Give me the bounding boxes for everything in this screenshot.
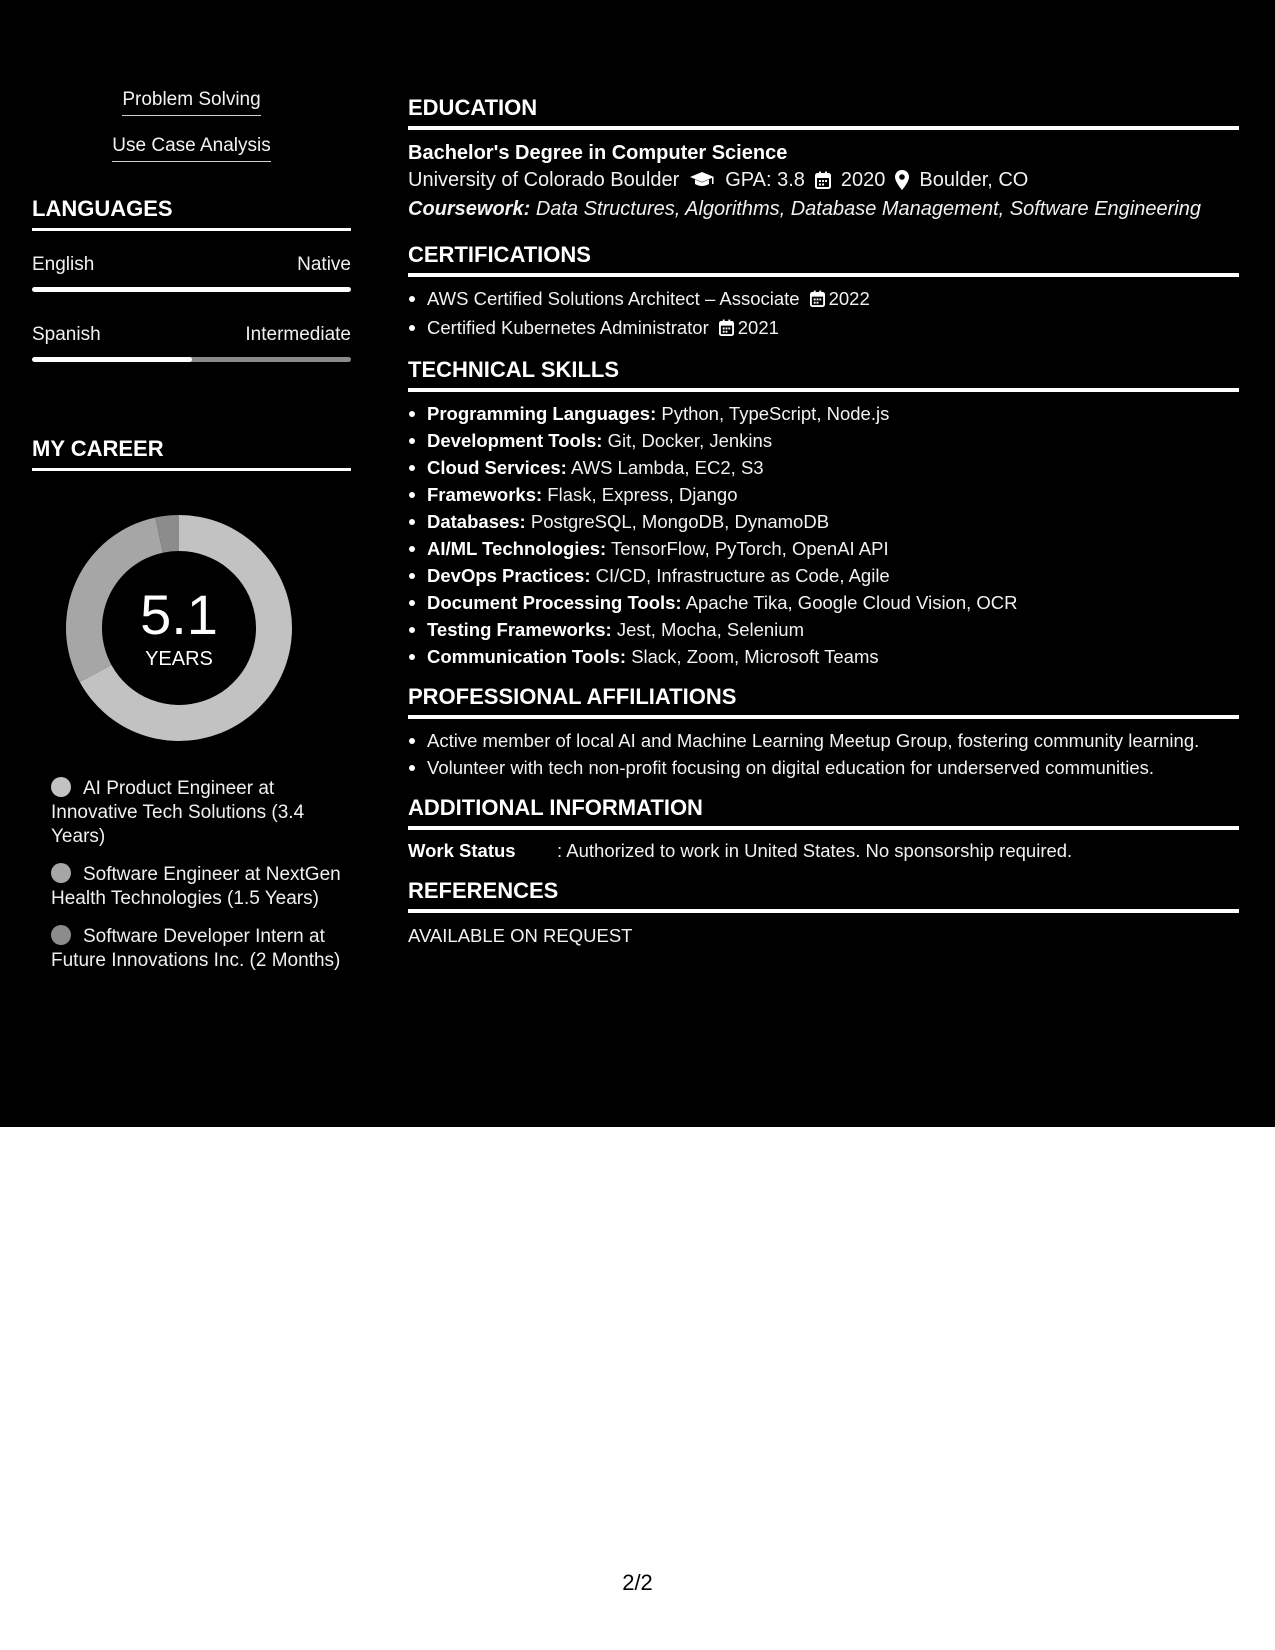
coursework: Coursework: Data Structures, Algorithms, Database Management, Software Engineering	[408, 198, 1201, 220]
certifications-list	[408, 285, 1239, 343]
degree-title: Bachelor's Degree in Computer Science	[408, 142, 788, 164]
page-number: 2/2	[622, 1570, 653, 1595]
technical-skills-section	[408, 357, 1239, 670]
calendar-icon	[815, 171, 831, 189]
additional-info-section	[408, 795, 1239, 864]
sidebar	[32, 88, 351, 987]
skill-item: Testing Frameworks: Jest, Mocha, Selenium	[408, 616, 1239, 643]
languages-heading: LANGUAGES	[32, 196, 351, 231]
certification-item: AWS Certified Solutions Architect – Associate 2022	[408, 285, 1239, 314]
legend-dot	[51, 925, 71, 945]
references-heading: REFERENCES	[408, 878, 1239, 913]
career-item: AI Product Engineer at Innovative Tech Solutions (3.4 Years)	[51, 778, 305, 847]
skill-item: DevOps Practices: CI/CD, Infrastructure as Code, Agile	[408, 562, 1239, 589]
skill-item: Development Tools: Git, Docker, Jenkins	[408, 427, 1239, 454]
affiliation-item: Active member of local AI and Machine Learning Meetup Group, fostering community learning.	[408, 727, 1239, 754]
skill-item: Frameworks: Flask, Express, Django	[408, 481, 1239, 508]
work-status-label: Work Status	[408, 840, 516, 861]
skill-item: AI/ML Technologies: TensorFlow, PyTorch, OpenAI API	[408, 535, 1239, 562]
affiliations-heading: PROFESSIONAL AFFILIATIONS	[408, 684, 1239, 719]
skill-item: Databases: PostgreSQL, MongoDB, DynamoDB	[408, 508, 1239, 535]
technical-skills-heading: TECHNICAL SKILLS	[408, 357, 1239, 392]
language-name: English	[32, 254, 95, 275]
school-name: University of Colorado Boulder	[408, 169, 680, 191]
career-total: 5.1	[140, 583, 218, 646]
work-status-row	[408, 838, 1239, 864]
language-bar-fill	[32, 287, 351, 292]
graduation-cap-icon	[689, 171, 715, 189]
calendar-icon	[810, 287, 825, 314]
skill-tag: Problem Solving	[32, 88, 351, 116]
language-item	[32, 253, 351, 292]
language-item	[32, 323, 351, 362]
legend-dot	[51, 777, 71, 797]
career-unit: YEARS	[145, 648, 213, 670]
skill-item: Programming Languages: Python, TypeScript, Node.js	[408, 400, 1239, 427]
main-content	[408, 95, 1239, 949]
affiliations-list	[408, 727, 1239, 781]
career-section	[32, 436, 351, 973]
education-meta	[408, 166, 1239, 194]
education-heading: EDUCATION	[408, 95, 1239, 130]
career-donut-chart	[64, 513, 294, 743]
languages-section	[32, 196, 351, 362]
education-section	[408, 95, 1239, 224]
career-heading: MY CAREER	[32, 436, 351, 471]
technical-skills-list	[408, 400, 1239, 670]
affiliation-item: Volunteer with tech non-profit focusing on digital education for underserved communities.	[408, 754, 1239, 781]
skill-item: Cloud Services: AWS Lambda, EC2, S3	[408, 454, 1239, 481]
school-location: Boulder, CO	[919, 169, 1029, 191]
certification-item: Certified Kubernetes Administrator 2021	[408, 314, 1239, 343]
language-bar	[32, 287, 351, 292]
gpa: GPA: 3.8	[725, 169, 805, 191]
language-level: Native	[297, 254, 351, 275]
additional-info-heading: ADDITIONAL INFORMATION	[408, 795, 1239, 830]
language-level: Intermediate	[245, 324, 351, 345]
work-status-value: : Authorized to work in United States. No sponsorship required.	[557, 840, 1073, 861]
certifications-heading: CERTIFICATIONS	[408, 242, 1239, 277]
references-text: AVAILABLE ON REQUEST	[408, 925, 633, 946]
graduation-year: 2020	[840, 169, 886, 191]
calendar-icon	[719, 316, 734, 343]
certifications-section	[408, 242, 1239, 343]
skill-item: Communication Tools: Slack, Zoom, Microsoft Teams	[408, 643, 1239, 670]
skill-tag: Use Case Analysis	[32, 134, 351, 162]
affiliations-section	[408, 684, 1239, 781]
career-item: Software Developer Intern at Future Innovations Inc. (2 Months)	[51, 926, 341, 971]
career-list	[32, 777, 351, 973]
language-bar-fill	[32, 357, 192, 362]
references-section	[408, 878, 1239, 949]
legend-dot	[51, 863, 71, 883]
skill-item: Document Processing Tools: Apache Tika, Google Cloud Vision, OCR	[408, 589, 1239, 616]
language-bar	[32, 357, 351, 362]
language-name: Spanish	[32, 324, 101, 345]
career-item: Software Engineer at NextGen Health Technologies (1.5 Years)	[51, 864, 341, 909]
location-pin-icon	[895, 170, 909, 190]
